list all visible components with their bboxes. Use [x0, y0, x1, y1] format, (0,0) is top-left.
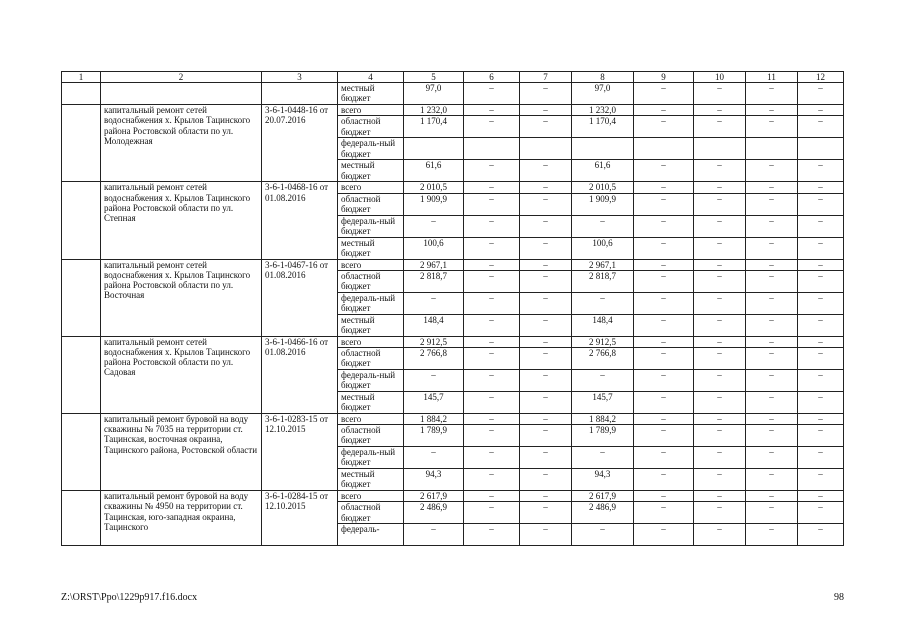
value-cell: 2 912,5 [572, 336, 634, 347]
document-number-cell: 3-6-1-0468-16 от 01.08.2016 [262, 182, 338, 259]
value-cell: – [694, 116, 746, 138]
value-cell: – [694, 491, 746, 502]
value-cell: – [746, 447, 798, 469]
header-row [62, 72, 844, 83]
value-cell: – [798, 182, 844, 193]
value-cell: – [746, 425, 798, 447]
value-cell: – [746, 370, 798, 392]
funding-source-cell: областной бюджет [338, 270, 404, 292]
value-cell: – [634, 259, 694, 270]
empty-cell [62, 259, 101, 336]
value-cell: – [798, 160, 844, 182]
value-cell: – [464, 469, 520, 491]
value-cell: – [464, 83, 520, 105]
value-cell: – [634, 491, 694, 502]
value-cell: – [746, 270, 798, 292]
value-cell: – [694, 270, 746, 292]
table-row [62, 105, 844, 116]
value-cell: 2 818,7 [572, 270, 634, 292]
funding-source-cell: федераль-ный бюджет [338, 138, 404, 160]
value-cell: – [798, 259, 844, 270]
value-cell: – [464, 193, 520, 215]
value-cell: – [746, 336, 798, 347]
value-cell: – [520, 425, 572, 447]
funding-source-cell: всего [338, 105, 404, 116]
value-cell: – [746, 215, 798, 237]
value-cell: – [694, 414, 746, 425]
value-cell: – [694, 160, 746, 182]
value-cell: – [520, 259, 572, 270]
value-cell: 148,4 [572, 314, 634, 336]
funding-source-cell: местный бюджет [338, 237, 404, 259]
value-cell: – [634, 524, 694, 546]
table-row [62, 336, 844, 347]
value-cell: – [464, 292, 520, 314]
funding-source-cell: местный бюджет [338, 314, 404, 336]
value-cell: – [746, 414, 798, 425]
value-cell: – [634, 414, 694, 425]
value-cell: – [634, 292, 694, 314]
value-cell: – [404, 370, 464, 392]
value-cell: – [464, 182, 520, 193]
empty-cell [62, 336, 101, 413]
value-cell: – [798, 314, 844, 336]
value-cell: – [464, 259, 520, 270]
value-cell: 2 967,1 [404, 259, 464, 270]
funding-source-cell: областной бюджет [338, 348, 404, 370]
table-row [62, 83, 844, 105]
value-cell: – [634, 215, 694, 237]
value-cell: – [798, 336, 844, 347]
value-cell: – [798, 469, 844, 491]
value-cell: – [634, 193, 694, 215]
value-cell [572, 138, 634, 160]
value-cell: – [520, 237, 572, 259]
header-cell: 9 [634, 72, 694, 83]
page-number: 98 [834, 592, 844, 603]
empty-cell [101, 83, 262, 105]
value-cell: 2 010,5 [404, 182, 464, 193]
value-cell: 1 789,9 [404, 425, 464, 447]
value-cell: – [464, 392, 520, 414]
funding-source-cell: всего [338, 182, 404, 193]
value-cell: 2 617,9 [572, 491, 634, 502]
value-cell: – [798, 270, 844, 292]
value-cell: 1 232,0 [404, 105, 464, 116]
funding-source-cell: федераль-ный бюджет [338, 215, 404, 237]
value-cell: – [798, 105, 844, 116]
value-cell: – [464, 425, 520, 447]
value-cell: – [520, 193, 572, 215]
value-cell: – [464, 336, 520, 347]
object-name-cell: капитальный ремонт сетей водоснабжения х. Крылов Тацинского района Ростовской области по ул. Степная [101, 182, 262, 259]
header-cell: 12 [798, 72, 844, 83]
value-cell: – [520, 469, 572, 491]
value-cell: – [634, 425, 694, 447]
value-cell: – [464, 524, 520, 546]
value-cell: – [404, 524, 464, 546]
header-cell: 8 [572, 72, 634, 83]
empty-cell [62, 105, 101, 182]
value-cell: 2 617,9 [404, 491, 464, 502]
value-cell: – [520, 116, 572, 138]
value-cell: – [404, 447, 464, 469]
value-cell: – [798, 237, 844, 259]
funding-source-cell: местный бюджет [338, 83, 404, 105]
value-cell: – [746, 469, 798, 491]
value-cell [694, 138, 746, 160]
value-cell: – [520, 370, 572, 392]
value-cell [404, 138, 464, 160]
value-cell: – [694, 469, 746, 491]
value-cell: – [464, 105, 520, 116]
value-cell: – [798, 447, 844, 469]
object-name-cell: капитальный ремонт сетей водоснабжения х. Крылов Тацинского района Ростовской области по ул. Садовая [101, 336, 262, 413]
value-cell: – [694, 314, 746, 336]
value-cell: – [746, 160, 798, 182]
value-cell: – [572, 447, 634, 469]
value-cell: – [798, 292, 844, 314]
funding-source-cell: местный бюджет [338, 469, 404, 491]
value-cell: – [634, 502, 694, 524]
value-cell: – [746, 524, 798, 546]
value-cell: 1 170,4 [404, 116, 464, 138]
funding-source-cell: местный бюджет [338, 392, 404, 414]
value-cell: – [572, 215, 634, 237]
empty-cell [62, 491, 101, 546]
funding-source-cell: местный бюджет [338, 160, 404, 182]
value-cell: – [520, 83, 572, 105]
value-cell: 94,3 [404, 469, 464, 491]
header-cell: 4 [338, 72, 404, 83]
value-cell: 1 884,2 [404, 414, 464, 425]
value-cell: 2 010,5 [572, 182, 634, 193]
value-cell: – [520, 314, 572, 336]
value-cell: – [464, 215, 520, 237]
table-row [62, 259, 844, 270]
value-cell: 2 766,8 [572, 348, 634, 370]
header-cell: 3 [262, 72, 338, 83]
value-cell: – [694, 524, 746, 546]
header-cell: 11 [746, 72, 798, 83]
document-number-cell: 3-6-1-0284-15 от 12.10.2015 [262, 491, 338, 546]
value-cell: 145,7 [404, 392, 464, 414]
header-cell: 10 [694, 72, 746, 83]
value-cell: 61,6 [572, 160, 634, 182]
value-cell: – [798, 502, 844, 524]
document-number-cell: 3-6-1-0467-16 от 01.08.2016 [262, 259, 338, 336]
empty-cell [62, 182, 101, 259]
value-cell: – [464, 237, 520, 259]
value-cell: 97,0 [404, 83, 464, 105]
table-row [62, 182, 844, 193]
value-cell: – [520, 502, 572, 524]
funding-source-cell: федераль-ный бюджет [338, 447, 404, 469]
financing-table [61, 71, 844, 546]
value-cell: 1 232,0 [572, 105, 634, 116]
value-cell: 94,3 [572, 469, 634, 491]
value-cell: 2 912,5 [404, 336, 464, 347]
value-cell: – [798, 425, 844, 447]
value-cell [464, 138, 520, 160]
value-cell: – [464, 370, 520, 392]
value-cell: – [634, 105, 694, 116]
value-cell: – [520, 215, 572, 237]
value-cell: 1 884,2 [572, 414, 634, 425]
value-cell: 2 486,9 [572, 502, 634, 524]
value-cell: 100,6 [404, 237, 464, 259]
value-cell: – [694, 348, 746, 370]
value-cell: 145,7 [572, 392, 634, 414]
value-cell: – [572, 292, 634, 314]
funding-source-cell: областной бюджет [338, 193, 404, 215]
value-cell: – [746, 314, 798, 336]
value-cell: – [694, 215, 746, 237]
value-cell: 1 909,9 [572, 193, 634, 215]
value-cell: – [694, 292, 746, 314]
header-cell: 2 [101, 72, 262, 83]
value-cell: – [634, 116, 694, 138]
header-cell: 6 [464, 72, 520, 83]
value-cell: – [798, 193, 844, 215]
header-cell: 5 [404, 72, 464, 83]
value-cell: – [694, 182, 746, 193]
value-cell: 61,6 [404, 160, 464, 182]
header-cell: 1 [62, 72, 101, 83]
value-cell: – [634, 336, 694, 347]
document-number-cell: 3-6-1-0283-15 от 12.10.2015 [262, 414, 338, 491]
value-cell: – [634, 83, 694, 105]
value-cell: – [746, 116, 798, 138]
value-cell: – [520, 270, 572, 292]
value-cell: – [746, 392, 798, 414]
value-cell: – [694, 237, 746, 259]
value-cell: 148,4 [404, 314, 464, 336]
value-cell: – [572, 524, 634, 546]
value-cell: – [634, 182, 694, 193]
value-cell: – [746, 348, 798, 370]
value-cell: – [634, 314, 694, 336]
value-cell: 2 818,7 [404, 270, 464, 292]
value-cell: – [746, 83, 798, 105]
funding-source-cell: всего [338, 414, 404, 425]
value-cell [746, 138, 798, 160]
value-cell: 1 909,9 [404, 193, 464, 215]
value-cell: – [798, 215, 844, 237]
value-cell: – [694, 425, 746, 447]
value-cell: – [694, 392, 746, 414]
value-cell: – [694, 370, 746, 392]
value-cell: – [798, 348, 844, 370]
value-cell: – [798, 392, 844, 414]
value-cell [634, 138, 694, 160]
value-cell [798, 138, 844, 160]
value-cell: – [634, 270, 694, 292]
value-cell: 2 486,9 [404, 502, 464, 524]
object-name-cell: капитальный ремонт сетей водоснабжения х. Крылов Тацинского района Ростовской области по ул. Восточная [101, 259, 262, 336]
value-cell: – [464, 491, 520, 502]
value-cell: – [694, 193, 746, 215]
value-cell: – [798, 491, 844, 502]
table-row [62, 414, 844, 425]
value-cell: – [798, 414, 844, 425]
value-cell: – [464, 502, 520, 524]
value-cell: – [634, 469, 694, 491]
value-cell: – [634, 348, 694, 370]
value-cell: – [634, 392, 694, 414]
document-number-cell: 3-6-1-0448-16 от 20.07.2016 [262, 105, 338, 182]
value-cell: – [520, 414, 572, 425]
value-cell: – [746, 259, 798, 270]
value-cell: – [520, 447, 572, 469]
funding-source-cell: федераль- [338, 524, 404, 546]
value-cell: – [464, 414, 520, 425]
value-cell: 1 170,4 [572, 116, 634, 138]
value-cell: – [520, 392, 572, 414]
value-cell: – [746, 292, 798, 314]
value-cell: 100,6 [572, 237, 634, 259]
funding-source-cell: областной бюджет [338, 425, 404, 447]
funding-source-cell: федераль-ный бюджет [338, 370, 404, 392]
funding-source-cell: всего [338, 336, 404, 347]
value-cell: – [520, 105, 572, 116]
value-cell: – [404, 215, 464, 237]
value-cell: – [694, 336, 746, 347]
table-row [62, 491, 844, 502]
value-cell: 1 789,9 [572, 425, 634, 447]
value-cell: – [520, 348, 572, 370]
value-cell: – [464, 348, 520, 370]
object-name-cell: капитальный ремонт буровой на воду скважины № 7035 на территории ст. Тацинская, восточная окраина, Тацинского района, Ростовской области [101, 414, 262, 491]
value-cell: – [746, 502, 798, 524]
empty-cell [62, 414, 101, 491]
funding-source-cell: федераль-ный бюджет [338, 292, 404, 314]
value-cell: – [464, 116, 520, 138]
value-cell: – [520, 292, 572, 314]
value-cell: – [520, 524, 572, 546]
funding-source-cell: всего [338, 259, 404, 270]
value-cell: – [798, 524, 844, 546]
value-cell: – [694, 447, 746, 469]
value-cell: – [634, 370, 694, 392]
value-cell: – [694, 502, 746, 524]
value-cell: – [634, 447, 694, 469]
value-cell: – [464, 270, 520, 292]
funding-source-cell: областной бюджет [338, 502, 404, 524]
value-cell: – [520, 491, 572, 502]
funding-source-cell: всего [338, 491, 404, 502]
value-cell: – [520, 336, 572, 347]
value-cell: – [694, 83, 746, 105]
empty-cell [262, 83, 338, 105]
value-cell: – [746, 237, 798, 259]
value-cell: – [464, 314, 520, 336]
object-name-cell: капитальный ремонт сетей водоснабжения х. Крылов Тацинского района Ростовской области по ул. Молодежная [101, 105, 262, 182]
object-name-cell: капитальный ремонт буровой на воду скважины № 4950 на территории ст. Тацинская, юго-западная окраина, Тацинского [101, 491, 262, 546]
value-cell: – [798, 116, 844, 138]
value-cell: – [746, 105, 798, 116]
value-cell: – [464, 447, 520, 469]
footer-file-path: Z:\ORST\Ppo\1229p917.f16.docx [61, 592, 198, 603]
value-cell: 97,0 [572, 83, 634, 105]
value-cell: – [634, 160, 694, 182]
value-cell [520, 138, 572, 160]
value-cell: – [798, 370, 844, 392]
value-cell: – [694, 105, 746, 116]
header-cell: 7 [520, 72, 572, 83]
value-cell: – [746, 182, 798, 193]
empty-cell [62, 83, 101, 105]
value-cell: – [746, 193, 798, 215]
value-cell: – [520, 160, 572, 182]
value-cell: 2 967,1 [572, 259, 634, 270]
funding-source-cell: областной бюджет [338, 116, 404, 138]
document-number-cell: 3-6-1-0466-16 от 01.08.2016 [262, 336, 338, 413]
value-cell: – [798, 83, 844, 105]
value-cell: – [746, 491, 798, 502]
value-cell: – [404, 292, 464, 314]
value-cell: – [520, 182, 572, 193]
value-cell: – [634, 237, 694, 259]
value-cell: – [464, 160, 520, 182]
value-cell: 2 766,8 [404, 348, 464, 370]
value-cell: – [572, 370, 634, 392]
value-cell: – [694, 259, 746, 270]
